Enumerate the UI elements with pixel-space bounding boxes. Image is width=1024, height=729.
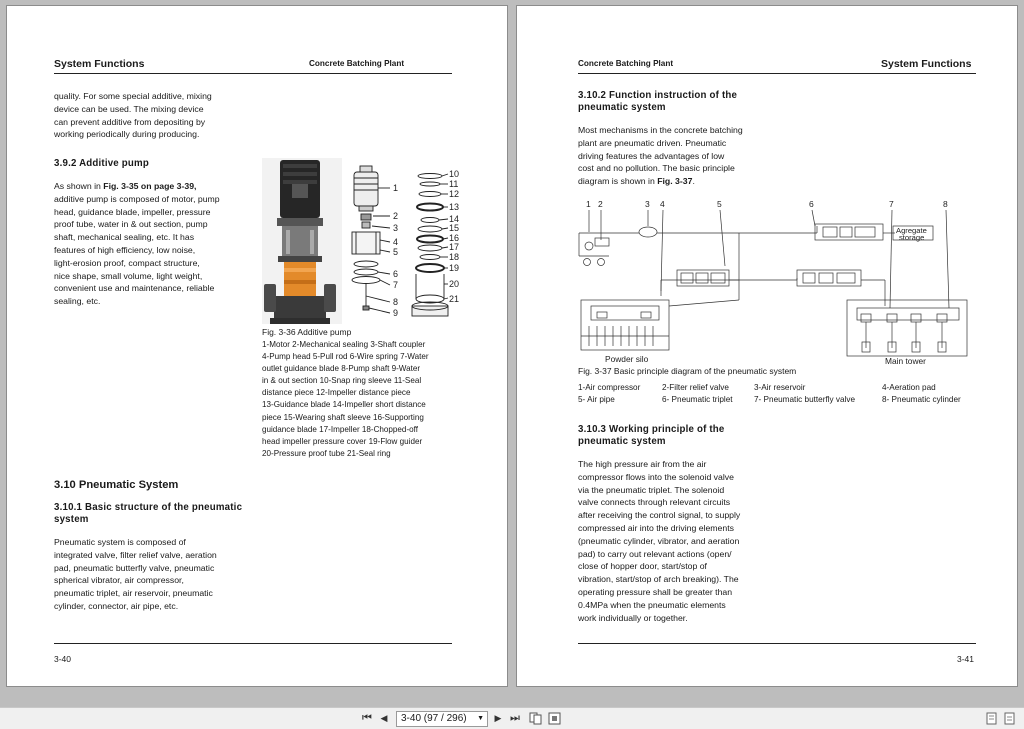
figure-reference: Fig. 3-37	[657, 176, 693, 187]
text-line: Pneumatic system is composed of	[54, 537, 186, 547]
callout-20: 20	[449, 279, 460, 289]
text-line: features of high efficiency, low noise,	[54, 244, 196, 255]
text-span: As shown in	[54, 181, 104, 191]
legend-item: 7- Pneumatic butterfly valve	[754, 395, 856, 404]
legend-line: distance piece 12-Impeller distance piece	[262, 388, 411, 398]
aggregate-label: Agregate	[896, 226, 927, 235]
next-page-icon[interactable]: ▶	[494, 713, 502, 723]
text-line: pneumatic triplet, air reservoir, pneumatic	[54, 588, 213, 599]
text-line: cost and no pollution. The basic principle	[578, 163, 735, 174]
text-line: sealing, etc.	[54, 296, 101, 307]
legend-item: 1-Air compressor	[578, 383, 641, 392]
two-page-view-icon[interactable]	[529, 712, 543, 725]
legend-item: 5- Air pipe	[578, 395, 615, 404]
callout-10: 10	[449, 169, 460, 179]
pump-paragraph	[54, 180, 244, 308]
legend-line: head impeller pressure cover 19-Flow guider	[262, 436, 423, 446]
header-right: Concrete Batching Plant	[309, 59, 405, 68]
text-line: shaft, mechanical sealing, etc. It has	[54, 232, 195, 243]
diagram-label-8: 8	[943, 199, 948, 209]
legend-item: 8- Pneumatic cylinder	[882, 395, 961, 404]
section-heading-310: 3.10 Pneumatic System	[54, 479, 179, 491]
header-left: Concrete Batching Plant	[578, 59, 674, 68]
diagram-label-3: 3	[645, 199, 650, 209]
figure-reference: Fig. 3-35 on page 3-39,	[103, 181, 197, 191]
text-line: nice shape, small volume, light weight,	[54, 270, 203, 281]
legend-item: 3-Air reservoir	[754, 383, 806, 392]
callout-8: 8	[393, 297, 399, 307]
text-line: integrated valve, filter relief valve, aeration	[54, 549, 217, 560]
text-line: cylinder, connector, air pipe, etc.	[54, 600, 179, 611]
legend-line: in & out section 10-Snap ring sleeve 11-Seal	[262, 376, 422, 386]
text-line: operating pressure shall be greater than	[578, 586, 733, 597]
text-line: can prevent additive from depositing by	[54, 116, 206, 127]
text-span: diagram is shown in	[578, 176, 658, 187]
legend-line: 4-Pump head 5-Pull rod 6-Wire spring 7-Water	[262, 352, 429, 362]
section-heading-3103	[578, 424, 725, 448]
diagram-label-2: 2	[598, 199, 603, 209]
page-selector[interactable]	[396, 711, 488, 727]
callout-4: 4	[393, 237, 399, 247]
text-line: quality. For some special additive, mixing	[54, 91, 212, 101]
viewer-toolbar	[0, 707, 1024, 729]
callout-2: 2	[393, 211, 399, 221]
additive-pump-figure	[260, 156, 465, 328]
figure-caption-336: Fig. 3-36 Additive pump	[262, 327, 352, 337]
callout-14: 14	[449, 214, 460, 224]
text-line: 0.4MPa when the pneumatic elements	[578, 599, 726, 610]
header-rule	[54, 73, 452, 74]
prev-page-icon[interactable]: ◀	[380, 713, 388, 723]
legend-line: 20-Pressure proof tube 21-Seal ring	[262, 448, 391, 458]
section-heading-3102	[578, 90, 737, 114]
callout-15: 15	[449, 223, 460, 233]
text-line: Most mechanisms in the concrete batching	[578, 125, 743, 135]
text-line: work individually or together.	[578, 612, 688, 623]
callout-11: 11	[449, 179, 459, 189]
legend-item: 4-Aeration pad	[882, 383, 936, 392]
text-span: .	[692, 176, 695, 187]
fit-page-icon[interactable]	[548, 712, 562, 725]
callout-1: 1	[393, 183, 399, 193]
figure-legend-336	[262, 339, 454, 460]
text-line: vibration, start/stop of arch breaking). The	[578, 574, 739, 585]
callout-7: 7	[393, 280, 399, 290]
page-number: 3-40	[54, 654, 72, 664]
text-line: convenient use and maintenance, reliable	[54, 283, 215, 294]
text-line	[54, 180, 244, 193]
text-line: (pneumatic cylinder, vibrator, and aeration	[578, 535, 740, 546]
legend-line: 13-Guidance blade 14-Impeller short distance	[262, 400, 426, 410]
text-line	[578, 175, 769, 188]
text-line: pad) to carry out relevant actions (open/	[578, 548, 732, 559]
footer-rule	[578, 643, 976, 644]
heading-line: pneumatic system	[578, 436, 666, 447]
last-page-icon[interactable]: ⏭	[510, 712, 520, 724]
diagram-label-6: 6	[809, 199, 814, 209]
footer-rule	[54, 643, 452, 644]
text-line: device can be used. The mixing device	[54, 103, 204, 114]
page-number: 3-41	[957, 654, 975, 664]
exploded-drawing	[352, 166, 448, 316]
legend-line: guidance blade 17-Impeller 18-Chopped-off	[262, 424, 418, 434]
callout-16: 16	[449, 233, 460, 243]
figure-legend-337	[578, 382, 978, 408]
header-left: System Functions	[54, 58, 145, 70]
legend-line: outlet guidance blade 8-Pump shaft 9-Water	[262, 364, 421, 374]
pneumatic-structure-paragraph	[54, 536, 244, 613]
header-right: System Functions	[881, 58, 972, 70]
legend-line: 1-Motor 2-Mechanical sealing 3-Shaft coupler	[262, 340, 426, 349]
callout-9: 9	[393, 308, 399, 318]
text-line: valve connects through relevant circuits	[578, 497, 731, 508]
callout-21: 21	[449, 294, 460, 304]
text-line: compressor flows into the solenoid valve	[578, 471, 734, 482]
text-line: plant are pneumatic driven. Pneumatic	[578, 137, 727, 148]
text-line: The high pressure air from the air	[578, 459, 707, 469]
heading-line: 3.10.2 Function instruction of the	[578, 90, 738, 101]
diagram-label-4: 4	[660, 199, 665, 209]
section-heading-3101: 3.10.1 Basic structure of the pneumatic system	[54, 502, 243, 525]
heading-line: pneumatic system	[578, 102, 666, 113]
figure-caption-337: Fig. 3-37 Basic principle diagram of the pneumatic system	[578, 366, 797, 376]
left-page	[6, 5, 508, 687]
text-line: compressed air into the driving elements	[578, 522, 734, 533]
powder-silo-label: Powder silo	[605, 354, 649, 364]
text-line: proof tube, water in & out section, pump	[54, 219, 208, 230]
text-line: driving features the advantages of low	[578, 150, 725, 161]
working-principle-paragraph	[578, 458, 769, 624]
first-page-icon[interactable]: ⏮	[362, 712, 372, 724]
callout-19: 19	[449, 263, 460, 273]
callout-3: 3	[393, 223, 399, 233]
text-line: pad, pneumatic butterfly valve, pneumatic	[54, 562, 215, 573]
text-line: additive pump is composed of motor, pump	[54, 193, 220, 204]
right-page	[516, 5, 1018, 687]
callout-13: 13	[449, 202, 460, 212]
section-heading-392: 3.9.2 Additive pump	[54, 158, 149, 169]
text-line: after receiving the control signal, to supply	[578, 510, 741, 521]
heading-line: 3.10.3 Working principle of the	[578, 424, 725, 435]
function-paragraph	[578, 124, 769, 188]
text-line: light-erosion proof, compact structure,	[54, 257, 200, 268]
callout-17: 17	[449, 242, 460, 252]
text-line: head, guidance blade, impeller, pressure	[54, 206, 211, 217]
callout-12: 12	[449, 189, 460, 199]
aggregate-label-2: storage	[899, 233, 925, 242]
diagram-label-7: 7	[889, 199, 894, 209]
chevron-down-icon: ▼	[477, 715, 484, 722]
diagram-label-5: 5	[717, 199, 722, 209]
callout-6: 6	[393, 269, 399, 279]
pump-photo	[262, 158, 342, 324]
page-indicator: 3-40 (97 / 296)	[401, 713, 467, 724]
callout-18: 18	[449, 252, 460, 262]
legend-item: 2-Filter relief valve	[662, 383, 729, 392]
text-line: close of hopper door, start/stop of	[578, 561, 707, 572]
text-line: working periodically during producing.	[54, 129, 200, 140]
main-tower-label: Main tower	[885, 356, 926, 366]
intro-paragraph	[54, 90, 244, 141]
callout-5: 5	[393, 247, 399, 257]
legend-line: piece 15-Wearing shaft sleeve 16-Supporting	[262, 412, 424, 422]
document-pages-icon[interactable]	[1004, 712, 1016, 725]
text-line: spherical vibrator, air compressor,	[54, 575, 184, 586]
document-icon[interactable]	[986, 712, 998, 725]
text-line: via the pneumatic triplet. The solenoid	[578, 484, 725, 495]
legend-item: 6- Pneumatic triplet	[662, 395, 733, 404]
pneumatic-diagram	[575, 196, 975, 368]
diagram-label-1: 1	[586, 199, 591, 209]
header-rule	[578, 73, 976, 74]
